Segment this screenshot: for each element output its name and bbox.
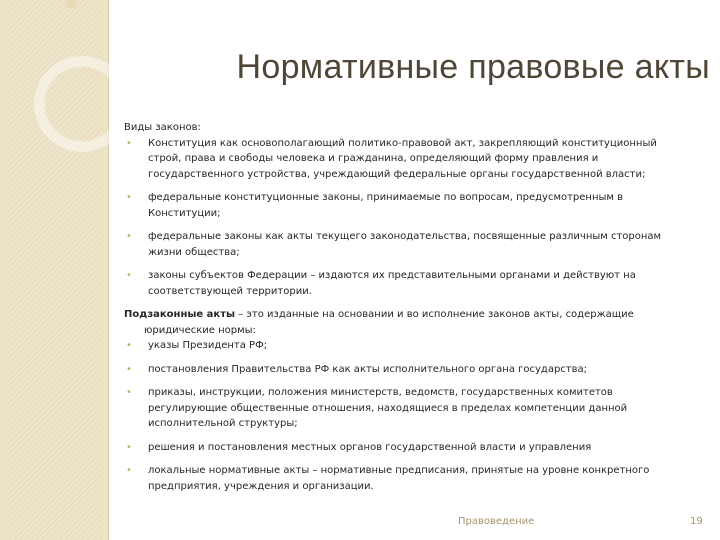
footer-subject: Правоведение <box>458 516 535 527</box>
list-item <box>124 338 690 354</box>
laws-list <box>124 136 690 300</box>
bullet-icon: • <box>126 441 132 453</box>
bylaws-list <box>124 338 690 494</box>
bullet-icon: • <box>126 231 132 242</box>
bullet-icon: • <box>126 465 132 476</box>
slide-title: Нормативные правовые акты <box>236 48 710 86</box>
list-item <box>124 440 690 456</box>
bylaws-term: Подзаконные акты <box>124 309 236 320</box>
page-number: 19 <box>690 516 703 527</box>
list-item <box>124 463 690 494</box>
list-item <box>124 190 690 221</box>
decorative-sidebar <box>0 0 109 540</box>
list-item <box>124 229 690 260</box>
list-item-text: федеральные конституционные законы, принимаемые по вопросам, предусмотренным в Конституции; <box>148 192 624 219</box>
list-item-text: указы Президента РФ; <box>148 340 268 351</box>
bylaws-paragraph <box>124 307 690 338</box>
list-item-text: решения и постановления местных органов государственной власти и управления <box>148 441 592 453</box>
list-item-text: федеральные законы как акты текущего законодательства, посвященные различным сторонам жизни общества; <box>148 231 662 258</box>
list-item <box>124 362 690 378</box>
list-item <box>124 136 690 183</box>
slide-body <box>124 120 690 502</box>
list-item-text: Конституция как основополагающий политико-правовой акт, закрепляющий конституционный строй, права и свободы человека и гражданина, определяющий форму правления и государственного устройства, учреждающий федеральные органы государственной власти; <box>148 137 657 180</box>
bullet-icon: • <box>126 387 132 398</box>
list-item-text: законы субъектов Федерации – издаются их представительными органами и действуют на соответствующей территории. <box>148 270 636 297</box>
laws-heading: Виды законов: <box>124 122 201 133</box>
decorative-ring-inner <box>44 66 120 142</box>
list-item-text: локальные нормативные акты – нормативные предписания, принятые на уровне конкретного предприятия, учреждения и организации. <box>148 465 650 492</box>
list-item-text: постановления Правительства РФ как акты исполнительного органа государства; <box>148 363 588 375</box>
list-item <box>124 268 690 299</box>
bullet-icon: • <box>126 137 132 149</box>
bullet-icon: • <box>126 192 132 203</box>
bullet-icon: • <box>126 363 132 375</box>
bullet-icon: • <box>126 340 132 351</box>
bylaws-definition: – это изданные на основании и во исполнение законов акты, содержащие юридические нормы: <box>144 309 634 336</box>
bullet-icon: • <box>126 270 132 281</box>
list-item-text: приказы, инструкции, положения министерств, ведомств, государственных комитетов регулирующие общественные отношения, находящиеся в пределах компетенции данной исполнительной структуры; <box>148 387 628 429</box>
list-item <box>124 385 690 432</box>
sidebar-corner-mark <box>66 0 76 8</box>
